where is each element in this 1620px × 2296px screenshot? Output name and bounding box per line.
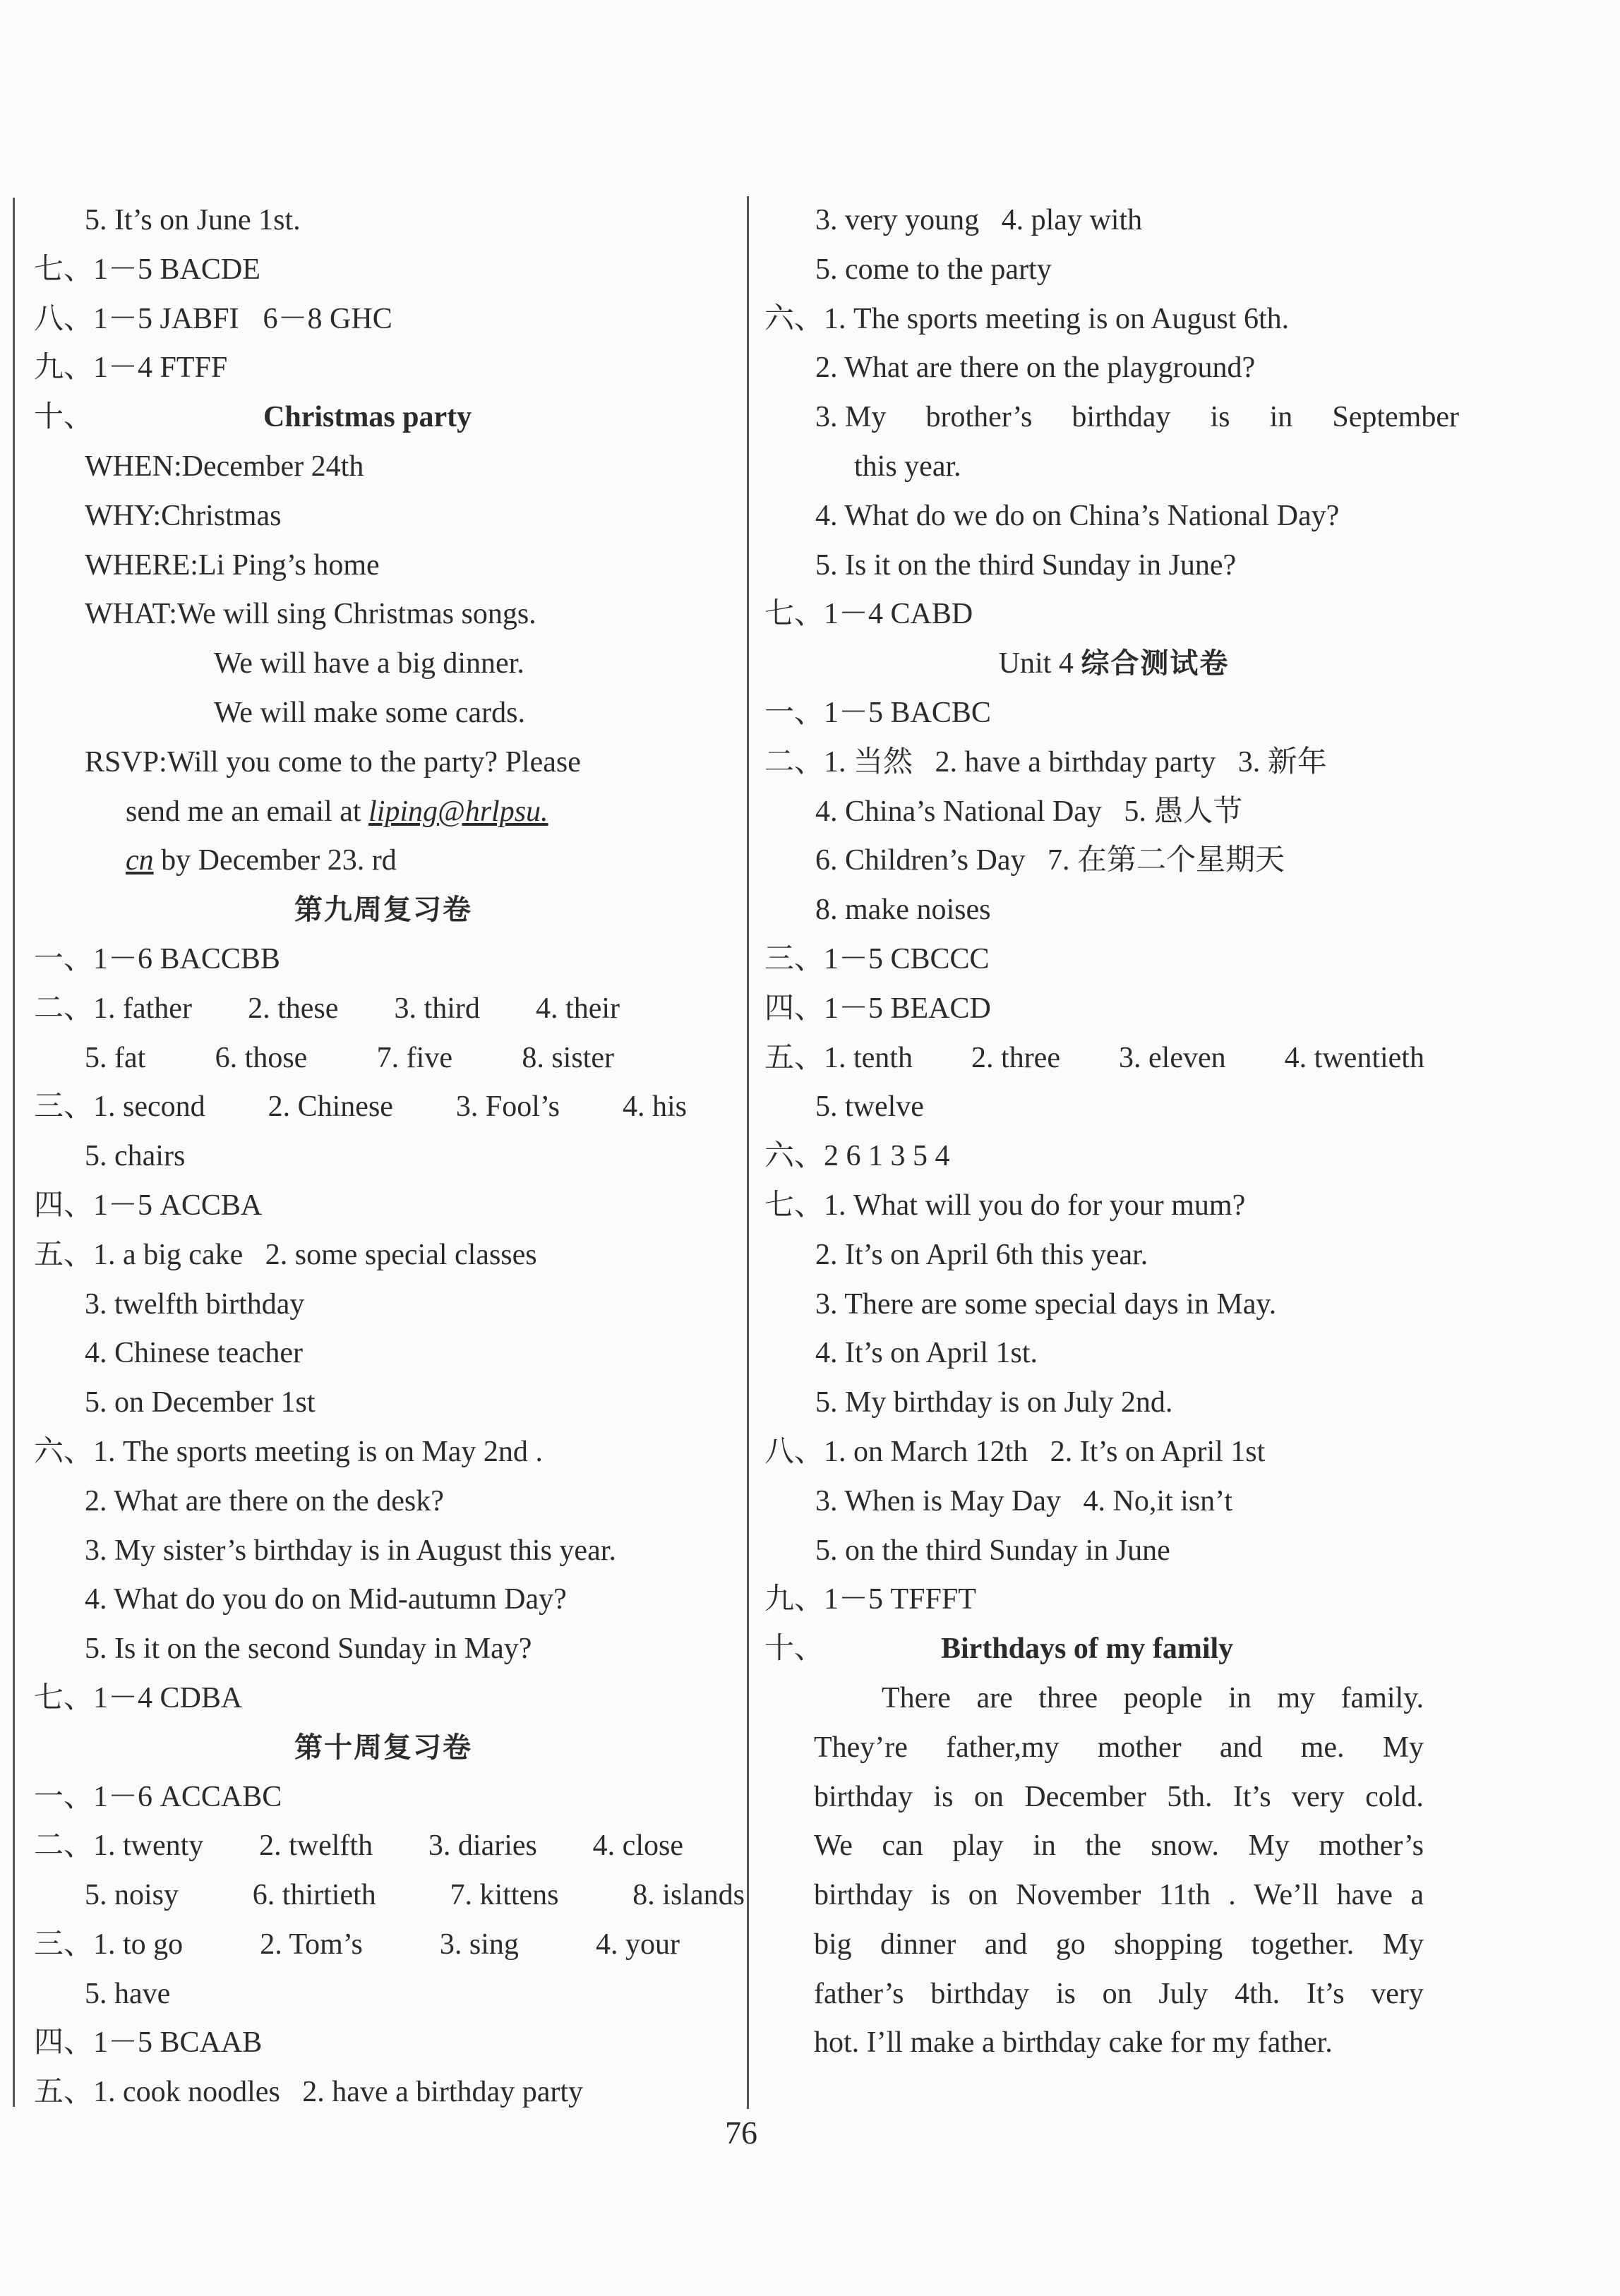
- answer-item: 4. your: [595, 1928, 680, 1961]
- answer-line: [34, 985, 620, 1034]
- word: in: [1269, 401, 1293, 434]
- paragraph-line: [764, 1921, 1424, 1970]
- answer-item: 五、1. tenth: [764, 1041, 913, 1074]
- answer-line: 5. have: [85, 1977, 171, 2010]
- word: birthday: [1072, 401, 1171, 434]
- answer-line: [764, 1034, 1424, 1083]
- answer-line: 5. on December 1st: [85, 1386, 316, 1419]
- word: brother’s: [925, 401, 1033, 434]
- answer-item: 2. Chinese: [268, 1090, 393, 1124]
- answer-line: WHERE:Li Ping’s home: [85, 548, 380, 582]
- answer-line: 六、1. The sports meeting is on May 2nd .: [34, 1435, 543, 1468]
- word: My: [1382, 1928, 1424, 1961]
- answer-line: 5. chairs: [85, 1140, 186, 1173]
- word: very: [1371, 1977, 1424, 2010]
- word: There: [882, 1681, 951, 1714]
- answer-line: 5. It’s on June 1st.: [85, 204, 301, 236]
- answer-line: 三、1－5 CBCCC: [764, 942, 990, 975]
- answer-line: 2. It’s on April 6th this year.: [815, 1238, 1148, 1271]
- answer-line: 6. Children’s Day 7. 在第二个星期天: [815, 844, 1285, 877]
- answer-line: [34, 1871, 745, 1921]
- word: It’s: [1232, 1780, 1271, 1813]
- answer-item: 二、1. twenty: [34, 1829, 204, 1863]
- word: is: [1210, 401, 1230, 434]
- unit-title: 综合测试卷: [1081, 647, 1230, 680]
- answer-line: 4. It’s on April 1st.: [815, 1337, 1038, 1370]
- answer-line: 4. China’s National Day 5. 愚人节: [815, 795, 1243, 828]
- answer-line: [764, 393, 1459, 443]
- word: .: [1228, 1879, 1236, 1912]
- answer-line: 四、1－5 ACCBA: [34, 1189, 263, 1222]
- word: My: [1248, 1829, 1290, 1863]
- answer-item: 5. fat: [85, 1041, 146, 1074]
- section-title: Birthdays of my family: [941, 1633, 1234, 1666]
- answer-line: 5. on the third Sunday in June: [815, 1534, 1170, 1567]
- answer-line: 3. There are some special days in May.: [815, 1287, 1277, 1321]
- answer-line: [34, 788, 733, 837]
- answer-line: 5. twelve: [815, 1090, 924, 1124]
- answer-item: 2. these: [248, 992, 339, 1025]
- answer-line: 四、1－5 BEACD: [764, 992, 991, 1025]
- section-number: 十、: [34, 401, 94, 434]
- answer-item: 4. twentieth: [1284, 1041, 1424, 1074]
- answer-line: [34, 295, 733, 344]
- answer-line: RSVP:Will you come to the party? Please: [85, 745, 581, 779]
- answer-line: [34, 1921, 680, 1970]
- answer-line: 2. What are there on the playground?: [815, 351, 1256, 385]
- paragraph-line: [764, 1871, 1424, 1921]
- word: me.: [1300, 1731, 1345, 1764]
- answer-line: 九、1－4 FTFF: [34, 351, 228, 385]
- page-number: 76: [725, 2115, 757, 2151]
- unit-label: Unit 4: [998, 647, 1074, 680]
- answer-item: 5. noisy: [85, 1879, 179, 1912]
- word: on: [973, 1780, 1004, 1813]
- answer-line: 一、1－6 BACCBB: [34, 942, 280, 975]
- word: can: [882, 1829, 923, 1863]
- answer-line: 3. When is May Day 4. No,it isn’t: [815, 1484, 1233, 1517]
- word: We: [814, 1829, 853, 1863]
- answer-line: We will have a big dinner.: [214, 647, 524, 680]
- word: and: [1219, 1731, 1263, 1764]
- word: father,my: [946, 1731, 1060, 1764]
- section-heading: [764, 639, 1463, 689]
- word: July: [1158, 1977, 1208, 2010]
- answer-line: 3. twelfth birthday: [85, 1287, 305, 1321]
- answer-part: by December 23. rd: [153, 844, 397, 877]
- word: My: [1382, 1731, 1424, 1764]
- answer-item: 3. Fool’s: [455, 1090, 560, 1124]
- paragraph-line: [764, 1724, 1424, 1773]
- answer-item: 3. eleven: [1119, 1041, 1226, 1074]
- section-number: 十、: [764, 1633, 824, 1666]
- answer-item: 2. twelfth: [259, 1829, 373, 1863]
- answer-line: 8. make noises: [815, 894, 991, 927]
- answer-line: 六、2 6 1 3 5 4: [764, 1140, 950, 1173]
- word: on: [968, 1879, 998, 1912]
- answer-item: 3. third: [394, 992, 480, 1025]
- answer-line: WHEN:December 24th: [85, 450, 364, 483]
- word: 5th.: [1167, 1780, 1213, 1813]
- word: in: [1033, 1829, 1056, 1863]
- answer-line: 六、1. The sports meeting is on August 6th.: [764, 302, 1290, 335]
- word: three: [1038, 1681, 1098, 1714]
- answer-item: 3. sing: [439, 1928, 519, 1961]
- paragraph-line: [764, 1970, 1424, 2019]
- word: the: [1085, 1829, 1122, 1863]
- answer-line: this year.: [854, 450, 961, 483]
- answer-item: 三、1. second: [34, 1090, 205, 1124]
- email-text: cn: [126, 844, 154, 877]
- answer-item: 3. diaries: [428, 1829, 537, 1863]
- word: is: [930, 1879, 951, 1912]
- word: dinner: [880, 1928, 956, 1961]
- word: cold.: [1365, 1780, 1424, 1813]
- answer-line: 4. Chinese teacher: [85, 1337, 304, 1370]
- word: in: [1228, 1681, 1252, 1714]
- answer-line: 五、1. cook noodles 2. have a birthday party: [34, 2076, 583, 2109]
- word: and: [984, 1928, 1028, 1961]
- answer-line: 八、1. on March 12th 2. It’s on April 1st: [764, 1435, 1266, 1468]
- answer-item: 4. their: [536, 992, 620, 1025]
- word: mother: [1097, 1731, 1182, 1764]
- answer-line: 四、1－5 BCAAB: [34, 2026, 263, 2060]
- word: are: [976, 1681, 1013, 1714]
- answer-item: 2. Tom’s: [260, 1928, 363, 1961]
- answer-line: 2. What are there on the desk?: [85, 1484, 444, 1517]
- word: It’s: [1306, 1977, 1345, 2010]
- word: shopping: [1114, 1928, 1223, 1961]
- word: September: [1332, 401, 1459, 434]
- left-margin-line: [13, 198, 15, 2107]
- section-heading: 第十周复习卷: [294, 1731, 472, 1764]
- answer-line: 五、1. a big cake 2. some special classes: [34, 1238, 537, 1271]
- answer-item: 8. islands: [632, 1879, 745, 1912]
- answer-item: 4. close: [592, 1829, 683, 1863]
- answer-line: 5. come to the party: [815, 253, 1052, 286]
- paragraph-line: hot. I’ll make a birthday cake for my father.: [814, 2026, 1333, 2060]
- answer-line: 5. Is it on the second Sunday in May?: [85, 1633, 532, 1666]
- answer-line: 一、1－5 BACBC: [764, 696, 991, 729]
- word: 3. My: [815, 401, 887, 434]
- word: 4th.: [1235, 1977, 1280, 2010]
- answer-item: 7. kittens: [450, 1879, 559, 1912]
- word: mother’s: [1319, 1829, 1424, 1863]
- answer-line: 九、1－5 TFFFT: [764, 1583, 976, 1616]
- answer-part: 八、1－5 JABFI: [34, 302, 239, 335]
- answer-item: 2. three: [971, 1041, 1060, 1074]
- word: December: [1024, 1780, 1146, 1813]
- word: father’s: [814, 1977, 904, 2010]
- right-column: [764, 196, 1463, 2068]
- word: my: [1277, 1681, 1316, 1714]
- word: birthday: [814, 1879, 913, 1912]
- answer-line: 3. very young 4. play with: [815, 204, 1143, 236]
- answer-line: [34, 1034, 614, 1083]
- word: family.: [1340, 1681, 1424, 1714]
- answer-item: 三、1. to go: [34, 1928, 184, 1961]
- word: They’re: [814, 1731, 908, 1764]
- word: go: [1055, 1928, 1086, 1961]
- answer-line: [34, 1083, 687, 1132]
- word: people: [1123, 1681, 1203, 1714]
- answer-item: 6. thirtieth: [252, 1879, 376, 1912]
- word: 11th: [1158, 1879, 1211, 1912]
- answer-line: 七、1－4 CABD: [764, 598, 973, 631]
- word: We’ll: [1254, 1879, 1319, 1912]
- answer-line: 七、1－5 BACDE: [34, 253, 260, 286]
- word: birthday: [814, 1780, 913, 1813]
- answer-line: WHAT:We will sing Christmas songs.: [85, 598, 536, 631]
- answer-item: 7. five: [376, 1041, 452, 1074]
- paragraph-line: [764, 1822, 1424, 1871]
- answer-line: 4. What do you do on Mid-autumn Day?: [85, 1583, 567, 1616]
- answer-line: 七、1－4 CDBA: [34, 1681, 243, 1714]
- word: big: [814, 1928, 852, 1961]
- answer-item: 二、1. father: [34, 992, 192, 1025]
- paragraph-line: [764, 1773, 1424, 1822]
- answer-part: send me an email at: [126, 795, 369, 828]
- email-text: liping@hrlpsu.: [368, 795, 548, 828]
- section-heading-line: [764, 1625, 1463, 1674]
- section-heading: 第九周复习卷: [294, 894, 472, 927]
- answer-item: 8. sister: [522, 1041, 614, 1074]
- answer-line: 5. My birthday is on July 2nd.: [815, 1386, 1173, 1419]
- section-heading-line: [34, 393, 733, 443]
- word: is: [933, 1780, 954, 1813]
- answer-line: 3. My sister’s birthday is in August this year.: [85, 1534, 616, 1567]
- answer-line: We will make some cards.: [214, 696, 525, 729]
- paragraph-line: [764, 1674, 1424, 1724]
- column-divider: [747, 196, 749, 2109]
- answer-item: 4. his: [622, 1090, 687, 1124]
- answer-line: 二、1. 当然 2. have a birthday party 3. 新年: [764, 745, 1327, 779]
- left-column: [34, 196, 745, 2117]
- word: snow.: [1151, 1829, 1219, 1863]
- word: have: [1336, 1879, 1393, 1912]
- answer-line: 4. What do we do on China’s National Day?: [815, 499, 1340, 532]
- word: on: [1102, 1977, 1132, 2010]
- answer-part: 6－8 GHC: [263, 302, 392, 335]
- section-title: Christmas party: [263, 401, 472, 434]
- word: November: [1016, 1879, 1141, 1912]
- answer-line: [34, 1822, 683, 1871]
- answer-line: 5. Is it on the third Sunday in June?: [815, 548, 1237, 582]
- answer-line: 一、1－6 ACCABC: [34, 1780, 282, 1813]
- answer-line: [34, 836, 733, 886]
- word: a: [1410, 1879, 1424, 1912]
- word: birthday: [930, 1977, 1030, 2010]
- answer-item: 6. those: [215, 1041, 308, 1074]
- word: together.: [1251, 1928, 1355, 1961]
- word: very: [1292, 1780, 1345, 1813]
- word: play: [952, 1829, 1004, 1863]
- answer-line: 七、1. What will you do for your mum?: [764, 1189, 1246, 1222]
- word: is: [1055, 1977, 1076, 2010]
- answer-line: WHY:Christmas: [85, 499, 282, 532]
